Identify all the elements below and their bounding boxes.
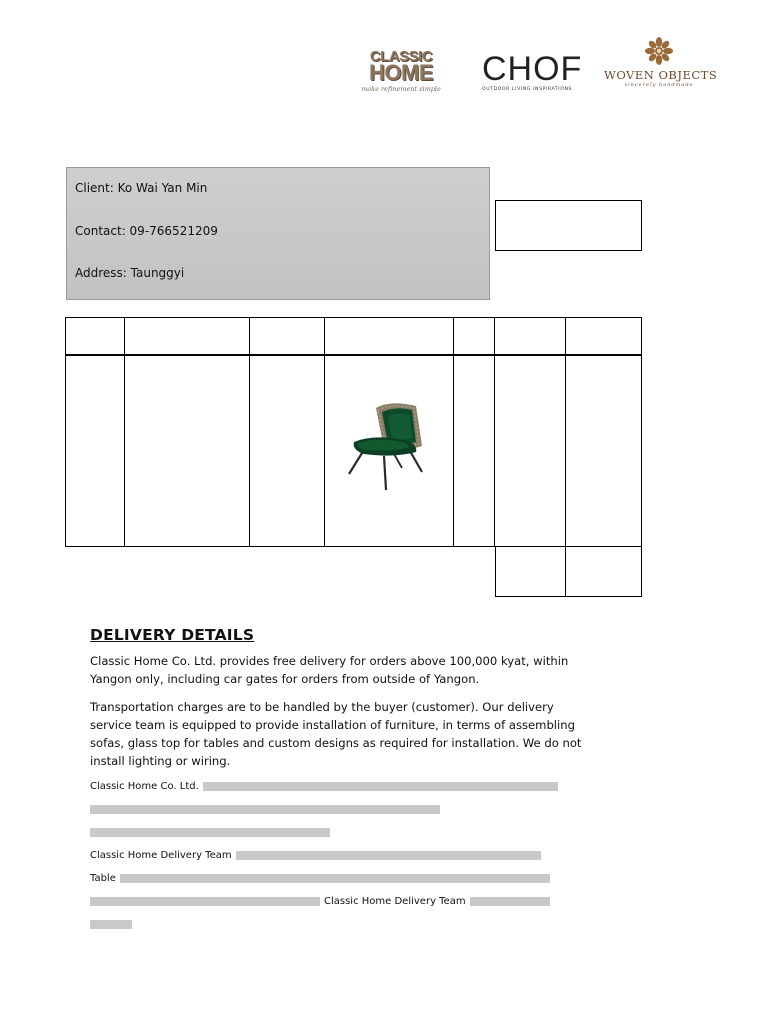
table-cell [566, 355, 642, 547]
table-cell [495, 355, 566, 547]
table-cell [250, 355, 325, 547]
table-header-cell [566, 318, 642, 356]
burmese-line [90, 821, 590, 844]
total-value-cell [565, 546, 642, 597]
totals-area [495, 546, 642, 597]
classic-home-logo-line2: HOME [369, 60, 433, 85]
table-cell [125, 355, 250, 547]
woven-objects-tagline: sincerely handmade [624, 82, 694, 88]
burmese-line [90, 844, 590, 867]
classic-home-logo [346, 50, 456, 102]
chof-logo-tagline: OUTDOOR LIVING INSPIRATIONS [482, 87, 573, 92]
burmese-line-suffix: Classic Home Delivery Team [324, 896, 466, 907]
delivery-details [90, 626, 590, 780]
classic-home-tagline: make refinement simple [361, 85, 441, 93]
burmese-line [90, 890, 590, 913]
invoice-info-box [495, 200, 642, 251]
table-header-cell [325, 318, 454, 356]
table-header-cell [125, 318, 250, 356]
table-header-cell [495, 318, 566, 356]
client-name: Client: Ko Wai Yan Min [75, 181, 208, 195]
burmese-line [90, 775, 590, 798]
burmese-line [90, 913, 590, 936]
table-cell [454, 355, 495, 547]
table-cell [66, 355, 125, 547]
woven-objects-name: WOVEN OBJECTS [604, 68, 718, 82]
burmese-line-prefix: Table [90, 873, 116, 884]
burmese-line-prefix: Classic Home Co. Ltd. [90, 781, 199, 792]
client-contact: Contact: 09-766521209 [75, 224, 218, 238]
burmese-line [90, 798, 590, 821]
chof-logo [482, 52, 586, 97]
table-header-cell [250, 318, 325, 356]
table-header-cell [454, 318, 495, 356]
chof-logo-name: CHOF [482, 50, 583, 88]
delivery-paragraph-1: Classic Home Co. Ltd. provides free delivery for orders above 100,000 kyat, within Yangon only, including car gates for orders from outside of Yangon. [90, 654, 569, 686]
product-chair-image [344, 398, 428, 492]
client-info-box [66, 167, 490, 300]
classic-home-logo-line1: CLASSIC [369, 48, 433, 65]
woven-flower-icon [644, 36, 674, 66]
client-address: Address: Taunggyi [75, 266, 185, 280]
delivery-paragraph-2: Transportation charges are to be handled by the buyer (customer). Our delivery service team is equipped to provide installation of furniture, in terms of assembling sofas, glass top for tables and custom designs as required for installation. We do not install lighting or wiring. [90, 700, 582, 768]
total-label-cell [495, 546, 566, 597]
table-header-cell [66, 318, 125, 356]
burmese-line-prefix: Classic Home Delivery Team [90, 850, 232, 861]
woven-objects-logo [604, 36, 718, 100]
burmese-line [90, 867, 590, 890]
delivery-title: DELIVERY DETAILS [90, 626, 255, 644]
table-header-row [66, 318, 642, 356]
burmese-delivery-notes [90, 775, 590, 936]
